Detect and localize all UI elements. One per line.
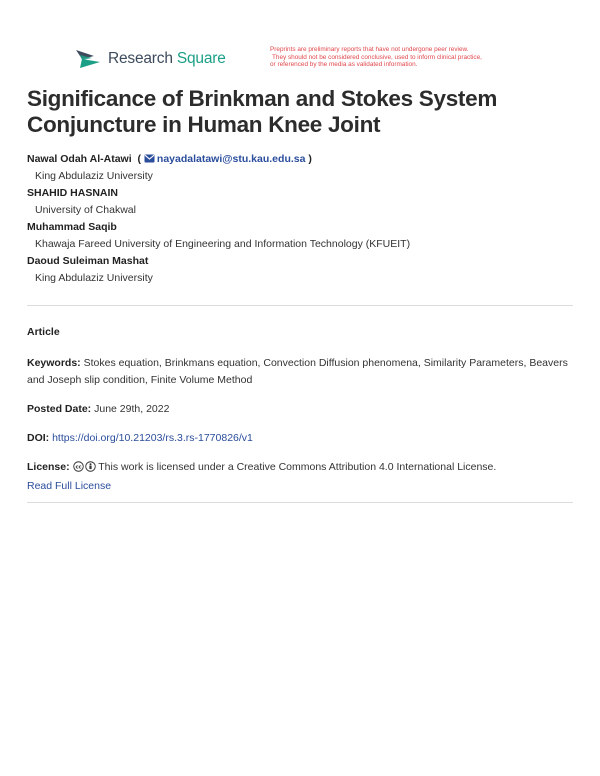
keywords-value: Stokes equation, Brinkmans equation, Convection Diffusion phenomena, Similarity Parameters, Beavers and Joseph slip condition, Finite Volume Method — [27, 357, 568, 386]
logo-word-research: Research — [108, 50, 173, 67]
license-label: License: — [27, 461, 70, 473]
title-line: Significance of Brinkman and Stokes System — [27, 86, 498, 111]
research-square-logo-icon — [74, 48, 102, 70]
doi-section — [27, 430, 573, 447]
author-affiliation: King Abdulaziz University — [35, 170, 153, 182]
page-header — [74, 46, 544, 78]
paper-title — [27, 86, 547, 138]
author-affiliation: Khawaja Fareed University of Engineering and Information Technology (KFUEIT) — [35, 238, 411, 250]
author-name: Daoud Suleiman Mashat — [27, 255, 149, 267]
author-name: Nawal Odah Al-Atawi — [27, 153, 132, 165]
author-name: SHAHID HASNAIN — [27, 187, 119, 199]
license-icons — [73, 461, 96, 478]
disclaimer-line: Preprints are preliminary reports that have not undergone peer review. — [270, 46, 469, 53]
doi-link[interactable]: https://doi.org/10.21203/rs.3.rs-1770826/v1 — [52, 432, 253, 444]
author-affiliation: King Abdulaziz University — [35, 272, 153, 284]
author-email: nayadalatawi@stu.kau.edu.sa — [156, 153, 306, 165]
section-divider — [27, 305, 573, 306]
envelope-icon — [144, 154, 155, 163]
email-paren-open: ( — [137, 153, 141, 165]
title-line: Conjuncture in Human Knee Joint — [27, 112, 381, 137]
section-divider — [27, 502, 573, 503]
author-affiliation: University of Chakwal — [35, 204, 136, 216]
author-email-link[interactable] — [144, 153, 306, 165]
license-text: This work is licensed under a Creative Commons Attribution 4.0 International License. — [98, 461, 497, 473]
logo-wordmark — [108, 50, 226, 68]
article-type — [27, 324, 573, 341]
svg-text:cc: cc — [74, 464, 82, 471]
doi-label: DOI: — [27, 432, 50, 444]
preprint-disclaimer — [270, 46, 550, 69]
read-full-license-link[interactable]: Read Full License — [27, 480, 112, 492]
author-list — [27, 151, 577, 287]
license-section — [27, 459, 573, 495]
by-icon — [85, 461, 96, 472]
article-type-label: Article — [27, 326, 60, 338]
research-square-logo[interactable] — [74, 48, 226, 70]
posted-date-value: June 29th, 2022 — [94, 403, 170, 415]
author-name: Muhammad Saqib — [27, 221, 117, 233]
posted-date-section — [27, 401, 573, 418]
author-entry — [27, 151, 577, 168]
disclaimer-line: or referenced by the media as validated information. — [270, 61, 418, 69]
logo-word-square: Square — [176, 50, 226, 67]
disclaimer-line: They should not be considered conclusive, used to inform clinical practice, — [272, 53, 482, 61]
posted-date-label: Posted Date: — [27, 403, 92, 415]
keywords-label: Keywords: — [27, 357, 81, 369]
keywords-section — [27, 355, 573, 389]
cc-icon — [73, 461, 84, 472]
email-paren-close: ) — [308, 153, 312, 165]
